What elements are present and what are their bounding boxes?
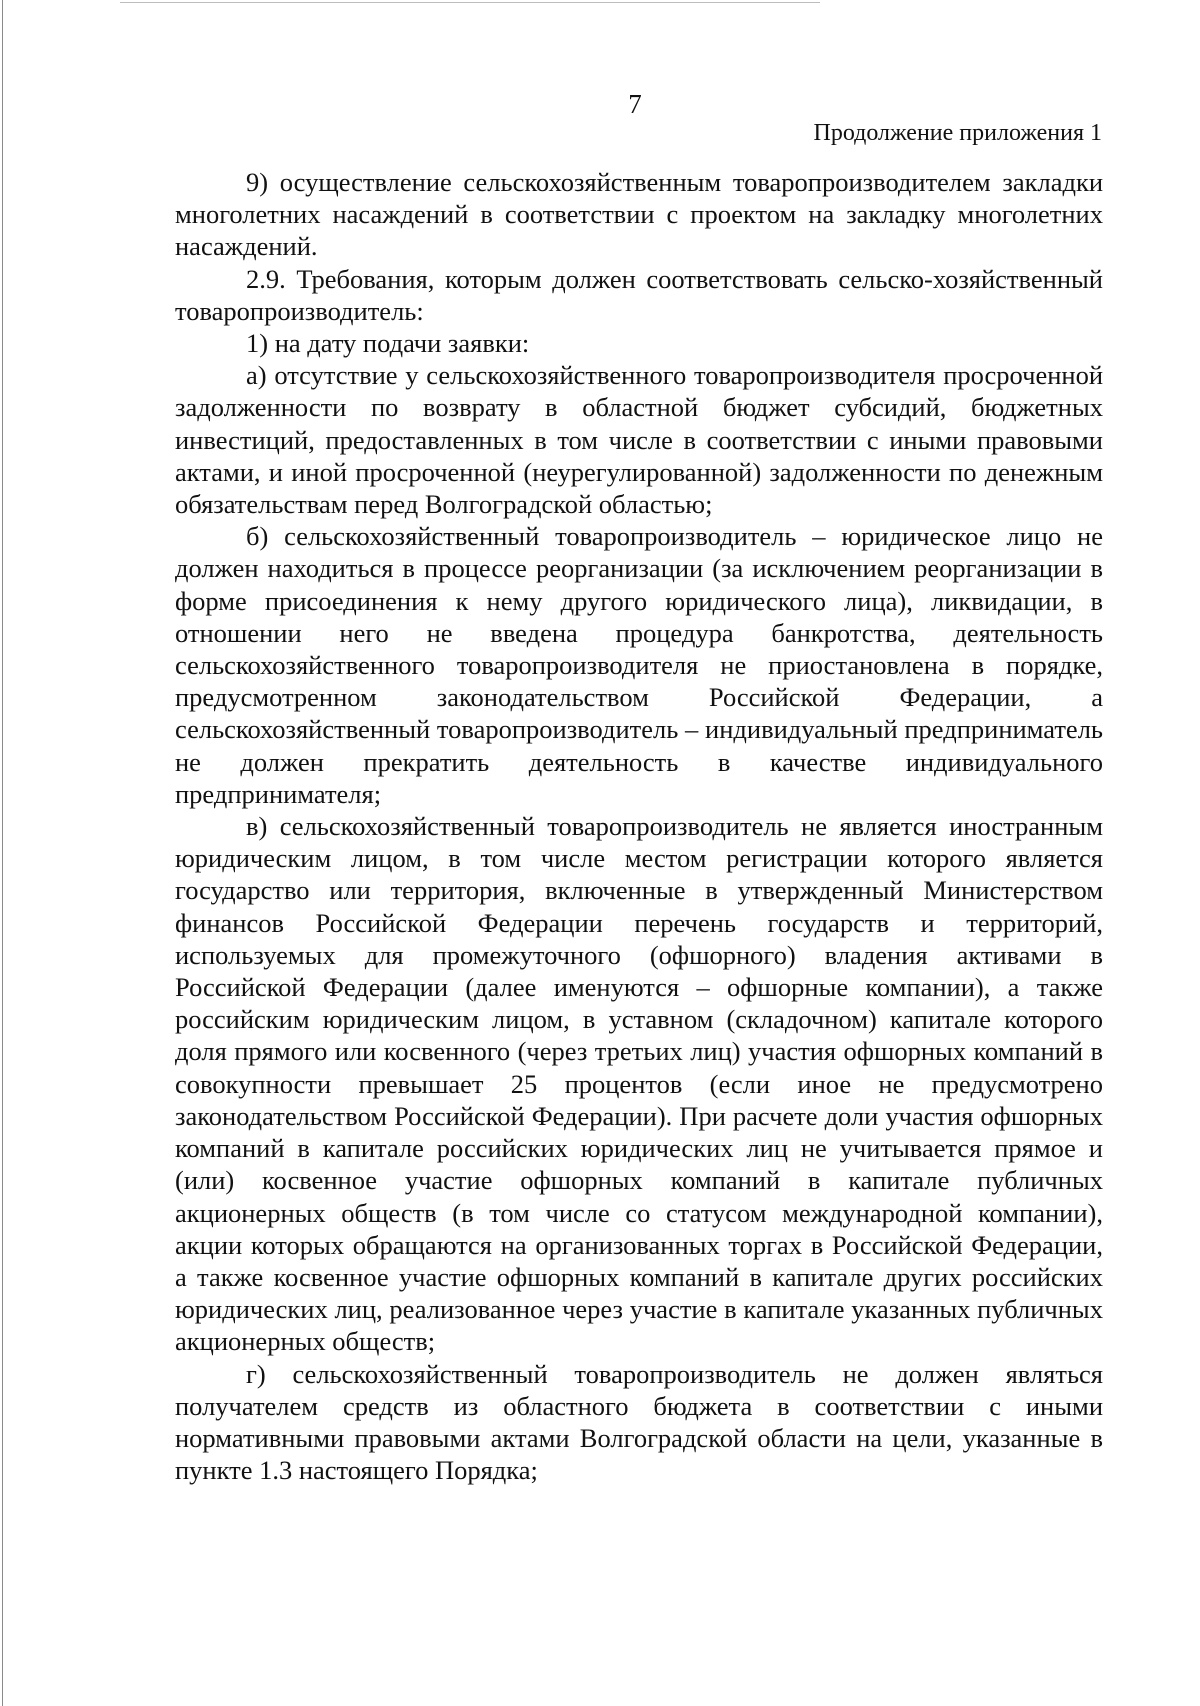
scan-edge-left bbox=[2, 0, 3, 1706]
paragraph-subsection-1: 1) на дату подачи заявки: bbox=[246, 328, 530, 359]
scan-edge-top bbox=[120, 2, 820, 3]
paragraph-item-g: г) сельскохозяйственный товаропроизводитель не должен являться получателем средств из областного бюджета в соответствии с иными нормативными правовыми актами Волгоградской области на цели, указанные в пункте 1.3 настоящего Порядка; bbox=[175, 1358, 1103, 1486]
paragraph-item-a: а) отсутствие у сельскохозяйственного товаропроизводителя просроченной задолженности по возврату в областной бюджет субсидий, бюджетных инвестиций, предоставленных в том числе в соответствии с иными правовыми актами, и иной просроченной (неурегулированной) задолженности по денежным обязательствам перед Волгоградской областью; bbox=[175, 360, 1103, 520]
running-header: Продолжение приложения 1 bbox=[813, 120, 1102, 146]
paragraph-section-2-9: 2.9. Требования, которым должен соответствовать сельско-хозяйственный товаропроизводитель: bbox=[175, 263, 1103, 326]
document-body bbox=[175, 166, 1103, 1486]
paragraph-item-9: 9) осуществление сельскохозяйственным товаропроизводителем закладки многолетних насаждений в соответствии с проектом на закладку многолетних насаждений. bbox=[175, 167, 1103, 262]
paragraph-item-b: б) сельскохозяйственный товаропроизводитель – юридическое лицо не должен находиться в процессе реорганизации (за исключением реорганизации в форме присоединения к нему другого юридического лица), ликвидации, в отношении него не введена процедура банкротства, деятельность сельскохозяйственного товаропроизводителя не приостановлена в порядке, предусмотренном законодательством Российской Федерации, а сельскохозяйственный товаропроизводитель – индивидуальный предприниматель не должен прекратить деятельность в качестве индивидуального предпринимателя; bbox=[175, 521, 1103, 809]
page-number: 7 bbox=[628, 89, 642, 119]
paragraph-item-v: в) сельскохозяйственный товаропроизводитель не является иностранным юридическим лицом, в том числе местом регистрации которого является государство или территория, включенные в утвержденный Министерством финансов Российской Федерации перечень государств и территорий, используемых для промежуточного (офшорного) владения активами в Российской Федерации (далее именуются – офшорные компании), а также российским юридическим лицом, в уставном (складочном) капитале которого доля прямого или косвенного (через третьих лиц) участия офшорных компаний в совокупности превышает 25 процентов (если иное не предусмотрено законодательством Российской Федерации). При расчете доли участия офшорных компаний в капитале российских юридических лиц не учитывается прямое и (или) косвенное участие офшорных компаний в капитале публичных акционерных обществ (в том числе со статусом международной компании), акции которых обращаются на организованных торгах в Российской Федерации, а также косвенное участие офшорных компаний в капитале других российских юридических лиц, реализованное через участие в капитале указанных публичных акционерных обществ; bbox=[175, 811, 1103, 1357]
